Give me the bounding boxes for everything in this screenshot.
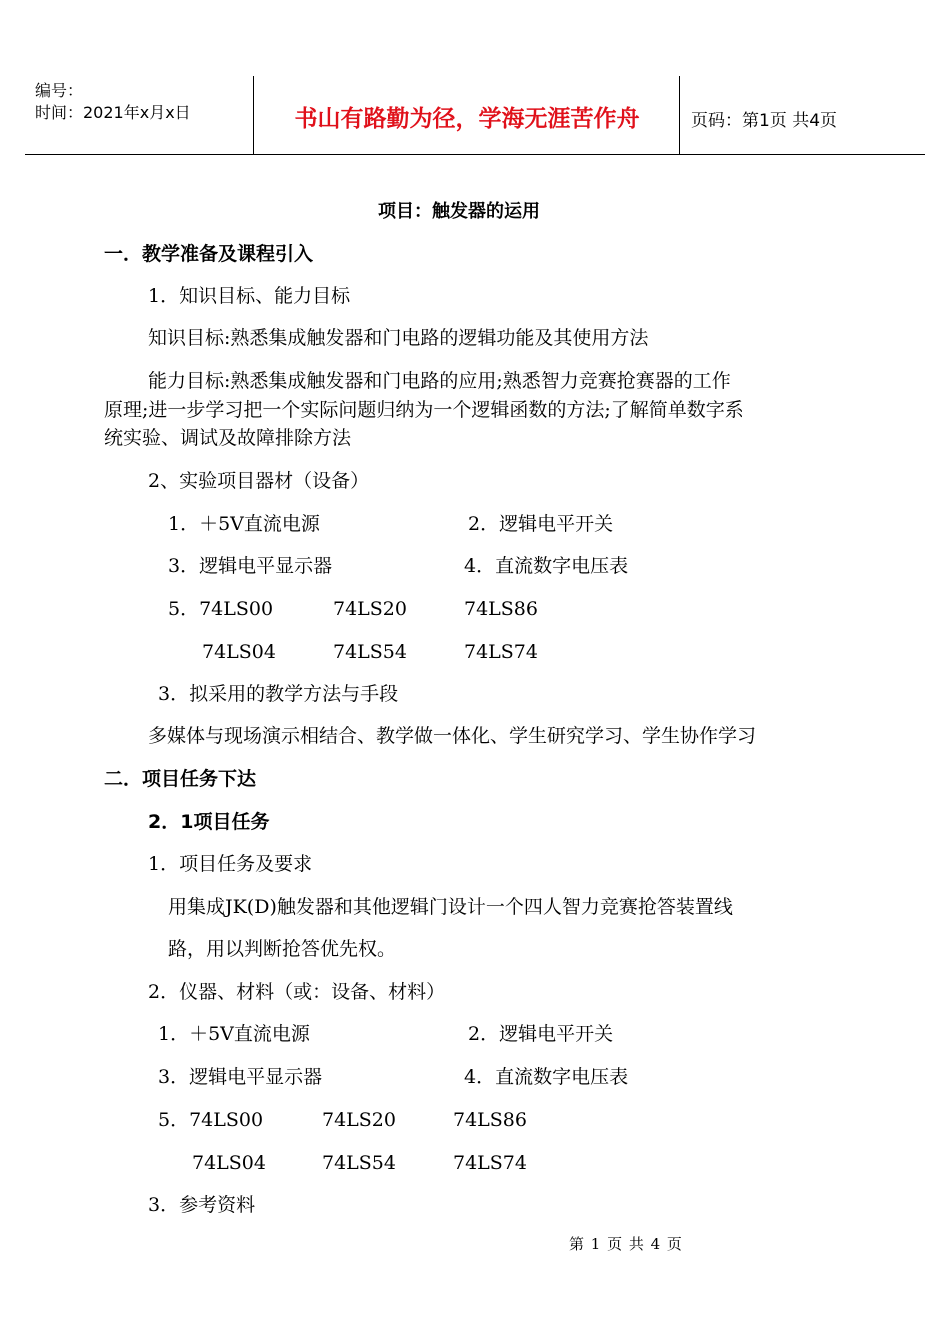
equipment-item: 2．逻辑电平开关	[468, 513, 614, 535]
paragraph: 多媒体与现场演示相结合、教学做一体化、学生研究学习、学生协作学习	[148, 725, 757, 747]
time-label: 时间：2021年x月x日	[35, 103, 191, 122]
chip-item: 74LS04	[202, 641, 276, 663]
subsection-heading: 3．拟采用的教学方法与手段	[158, 683, 399, 705]
equipment-item: 1．＋5V直流电源	[168, 513, 320, 535]
section-2-heading: 二．项目任务下达	[104, 768, 257, 790]
subsection-heading: 2．1项目任务	[148, 811, 270, 833]
equipment-item: 3．逻辑电平显示器	[158, 1066, 323, 1088]
equipment-item: 4．直流数字电压表	[464, 555, 629, 577]
paragraph: 路，用以判断抢答优先权。	[168, 938, 397, 960]
chip-item: 74LS86	[464, 598, 538, 620]
chip-item: 5．74LS00	[158, 1109, 264, 1131]
paragraph: 统实验、调试及故障排除方法	[104, 427, 352, 449]
subsection-heading: 1．知识目标、能力目标	[148, 285, 351, 307]
paragraph: 知识目标:熟悉集成触发器和门电路的逻辑功能及其使用方法	[148, 327, 649, 349]
chip-item: 74LS20	[333, 598, 407, 620]
chip-item: 74LS54	[333, 641, 407, 663]
equipment-item: 1．＋5V直流电源	[158, 1023, 310, 1045]
equipment-item: 2．逻辑电平开关	[468, 1023, 614, 1045]
chip-item: 74LS74	[464, 641, 538, 663]
chip-item: 74LS04	[192, 1152, 266, 1174]
subsection-heading: 3．参考资料	[148, 1194, 256, 1216]
subsection-heading: 2．仪器、材料（或：设备、材料）	[148, 981, 446, 1003]
subsection-heading: 2、实验项目器材（设备）	[148, 470, 370, 492]
header-meta	[35, 80, 191, 124]
chip-item: 5．74LS00	[168, 598, 274, 620]
page-header	[25, 76, 925, 155]
paragraph: 用集成JK(D)触发器和其他逻辑门设计一个四人智力竞赛抢答装置线	[168, 896, 733, 918]
equipment-item: 4．直流数字电压表	[464, 1066, 629, 1088]
header-page-label: 页码：第1页 共4页	[691, 111, 838, 131]
subsection-heading: 1．项目任务及要求	[148, 853, 313, 875]
document-title: 项目：触发器的运用	[378, 201, 540, 222]
header-divider	[253, 76, 254, 154]
equipment-item: 3．逻辑电平显示器	[168, 555, 333, 577]
code-label: 编号：	[35, 81, 84, 100]
page-footer: 第 1 页 共 4 页	[569, 1235, 683, 1253]
chip-item: 74LS20	[322, 1109, 396, 1131]
header-motto: 书山有路勤为径，学海无涯苦作舟	[294, 106, 640, 132]
paragraph: 能力目标:熟悉集成触发器和门电路的应用;熟悉智力竞赛抢赛器的工作	[148, 370, 731, 392]
header-divider	[679, 76, 680, 154]
chip-item: 74LS54	[322, 1152, 396, 1174]
paragraph: 原理;进一步学习把一个实际问题归纳为一个逻辑函数的方法;了解简单数字系	[104, 399, 744, 421]
chip-item: 74LS86	[453, 1109, 527, 1131]
chip-item: 74LS74	[453, 1152, 527, 1174]
section-1-heading: 一．教学准备及课程引入	[104, 243, 314, 265]
